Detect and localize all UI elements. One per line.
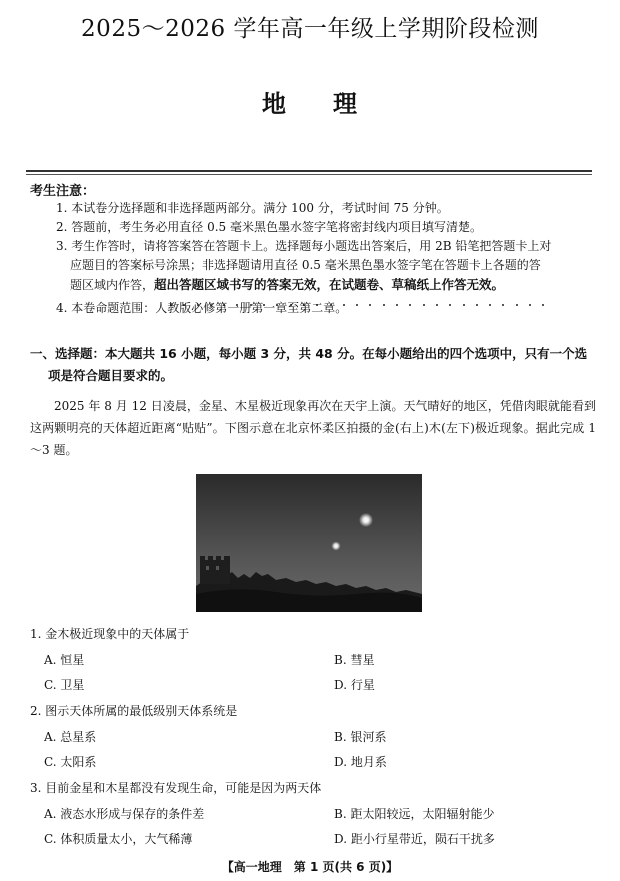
section-heading <box>30 343 595 387</box>
question-2-option-d[interactable]: D. 地月系 <box>334 755 387 769</box>
notice-item-4: 4. 本卷命题范围：人教版必修第一册第一章至第二章。 <box>56 301 348 315</box>
notice-emphasis: 超出答题区域书写的答案无效，在试题卷、草稿纸上作答无效。 <box>154 277 505 292</box>
section-heading-line-2: 项是符合题目要求的。 <box>48 368 174 383</box>
notice-item-1: 1. 本试卷分选择题和非选择题两部分。满分 100 分，考试时间 75 分钟。 <box>56 201 449 215</box>
question-1-option-d[interactable]: D. 行星 <box>334 678 375 692</box>
question-3-option-d[interactable]: D. 距小行星带近，陨石干扰多 <box>334 832 495 846</box>
question-1-option-c[interactable]: C. 卫星 <box>44 678 85 692</box>
jupiter-mark <box>332 542 341 551</box>
question-1-stem: 1. 金木极近现象中的天体属于 <box>30 627 190 641</box>
subject-char-2: 理 <box>333 90 358 118</box>
passage: 2025 年 8 月 12 日凌晨，金星、木星极近现象再次在天宇上演。天气晴好的地区，凭借肉眼就能看到这两颗明亮的天体超近距离“贴贴”。下图示意在北京怀柔区拍摄的金(右上)木(左下)极近现象。据此完成 1～3 题。 <box>30 399 596 457</box>
venus-jupiter-photo <box>196 474 422 612</box>
question-1-option-b[interactable]: B. 彗星 <box>334 653 375 667</box>
question-2-stem: 2. 图示天体所属的最低级别天体系统是 <box>30 704 238 718</box>
subject-title <box>0 84 620 119</box>
question-2-option-a[interactable]: A. 总星系 <box>44 730 97 744</box>
question-3-stem: 3. 目前金星和木星都没有发现生命，可能是因为两天体 <box>30 781 322 795</box>
divider-thick <box>26 170 592 172</box>
emphasis-dots <box>170 291 590 295</box>
question-3-option-b[interactable]: B. 距太阳较远，太阳辐射能少 <box>334 807 495 821</box>
notice-item-3: 3. 考生作答时，请将答案答在答题卡上。选择题每小题选出答案后，用 2B 铅笔把答题卡上对 <box>56 239 552 253</box>
venus-mark <box>359 513 373 527</box>
page-footer: 【高一地理 第 1 页(共 6 页)】 <box>221 860 399 874</box>
question-2-option-c[interactable]: C. 太阳系 <box>44 755 97 769</box>
divider-thin <box>26 174 592 175</box>
subject-char-1: 地 <box>262 90 287 118</box>
question-1-option-a[interactable]: A. 恒星 <box>44 653 85 667</box>
question-3-option-c[interactable]: C. 体积质量太小，大气稀薄 <box>44 832 193 846</box>
notice-item-3-line-2: 应题目的答案标号涂黑；非选择题请用直径 0.5 毫米黑色墨水签字笔在答题卡上各题的答 <box>70 258 541 272</box>
question-2-option-b[interactable]: B. 银河系 <box>334 730 387 744</box>
section-heading-line-1: 一、选择题：本大题共 16 小题，每小题 3 分，共 48 分。在每小题给出的四个选项中，只有一个选 <box>30 346 588 361</box>
notice-heading: 考生注意： <box>30 184 96 199</box>
notice-item-3-prefix: 题区域内作答， <box>70 278 155 292</box>
question-3-option-a[interactable]: A. 液态水形成与保存的条件差 <box>44 807 205 821</box>
exam-title: 2025～2026 学年高一年级上学期阶段检测 <box>81 16 539 42</box>
notice-item-2: 2. 答题前，考生务必用直径 0.5 毫米黑色墨水签字笔将密封线内项目填写清楚。 <box>56 220 482 234</box>
